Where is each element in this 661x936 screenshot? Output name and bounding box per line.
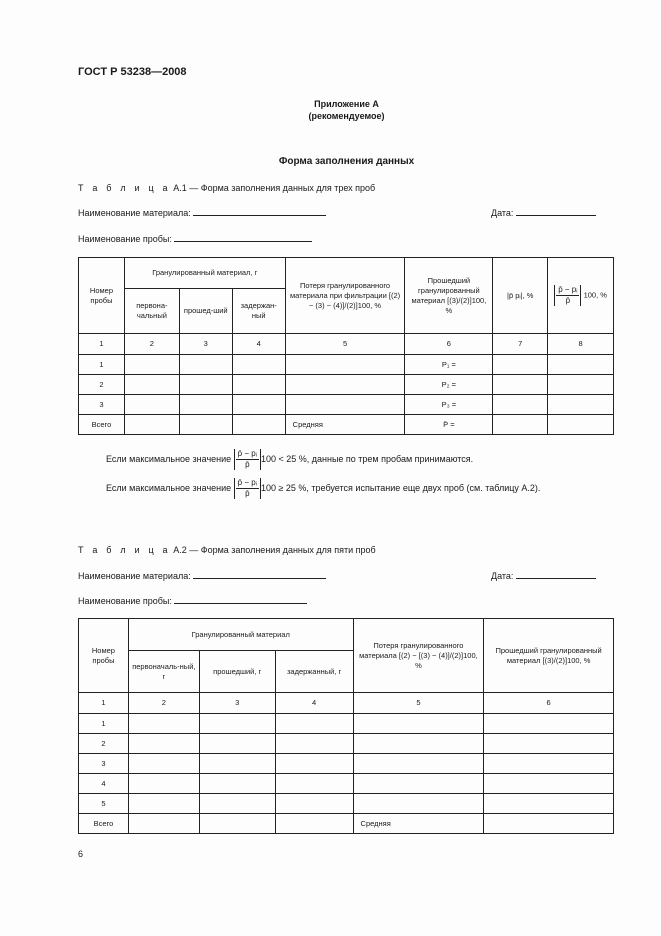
formula-fraction: $\frac{\text{p̄ − pᵢ}}{p̄}$	[234, 478, 261, 499]
cell[interactable]	[179, 355, 232, 375]
cell[interactable]	[353, 734, 484, 754]
col-number: 3	[179, 334, 232, 355]
p-value-label: P₃ =	[405, 395, 493, 415]
cell[interactable]	[493, 355, 548, 375]
col-number: 4	[275, 693, 353, 714]
sample-blank[interactable]	[174, 594, 307, 604]
material-blank[interactable]	[193, 206, 326, 216]
cell[interactable]	[124, 355, 179, 375]
retained-header: задержан-ный	[232, 289, 285, 334]
cell[interactable]	[232, 415, 285, 435]
note-line-1	[106, 449, 473, 470]
cell[interactable]	[484, 734, 614, 754]
cell[interactable]	[548, 415, 614, 435]
cell[interactable]	[275, 734, 353, 754]
cell[interactable]	[275, 754, 353, 774]
row-number: 1	[79, 714, 129, 734]
passed-pct-header: Прошедший гранулированный материал [(3)/(2)]100, %	[484, 619, 614, 693]
table-row	[79, 774, 614, 794]
table-row	[79, 395, 614, 415]
date-blank[interactable]	[516, 569, 596, 579]
passed-pct-header: Прошедший гранулированный материал [(3)/(2)]100, %	[405, 258, 493, 334]
initial-header: первона-чальный	[124, 289, 179, 334]
cell[interactable]	[484, 774, 614, 794]
table-row	[79, 714, 614, 734]
caption-word: Т а б л и ц а	[78, 545, 171, 555]
table-row	[79, 375, 614, 395]
row-number: 2	[79, 375, 125, 395]
caption-word: Т а б л и ц а	[78, 183, 171, 193]
sample-field-a1	[78, 232, 312, 244]
page-number: 6	[78, 849, 84, 859]
relative-deviation-header	[548, 258, 614, 334]
col-number: 2	[128, 693, 199, 714]
formula-fraction: $\frac{\text{p̄ − pᵢ}}{p̄}$	[234, 449, 261, 470]
row-number: 4	[79, 774, 129, 794]
cell[interactable]	[353, 714, 484, 734]
material-field-a2	[78, 569, 326, 581]
cell[interactable]	[353, 754, 484, 774]
caption-text: А.2 — Форма заполнения данных для пяти проб	[173, 545, 376, 555]
deviation-header: |p̄ pᵢ|, %	[493, 258, 548, 334]
table-row	[79, 794, 614, 814]
cell[interactable]	[199, 714, 275, 734]
total-row	[79, 814, 614, 834]
note-line-2	[106, 478, 540, 499]
table-row	[79, 754, 614, 774]
cell[interactable]	[232, 375, 285, 395]
section-title: Форма заполнения данных	[278, 156, 415, 167]
note-prefix: Если максимальное значение	[106, 453, 232, 464]
cell[interactable]	[124, 375, 179, 395]
table-a2-caption	[78, 545, 376, 555]
average-p-label: P̄ =	[405, 415, 493, 435]
col-number: 6	[405, 334, 493, 355]
table-a1-caption	[78, 183, 375, 193]
cell[interactable]	[199, 734, 275, 754]
cell[interactable]	[484, 754, 614, 774]
col-number: 1	[79, 693, 129, 714]
cell[interactable]	[124, 415, 179, 435]
p-value-label: P₁ =	[405, 355, 493, 375]
note-prefix: Если максимальное значение	[106, 482, 232, 493]
cell[interactable]	[128, 794, 199, 814]
cell[interactable]	[179, 415, 232, 435]
col-number: 2	[124, 334, 179, 355]
cell[interactable]	[128, 734, 199, 754]
note-suffix: 100 < 25 %, данные по трем пробам принимаются.	[260, 453, 474, 464]
total-label: Всего	[79, 415, 125, 435]
cell[interactable]	[275, 794, 353, 814]
row-number: 5	[79, 794, 129, 814]
cell[interactable]	[493, 375, 548, 395]
cell[interactable]	[285, 355, 405, 375]
appendix-heading	[0, 98, 661, 122]
cell[interactable]	[275, 714, 353, 734]
col-number: 3	[199, 693, 275, 714]
cell[interactable]	[484, 814, 614, 834]
sample-field-a2	[78, 594, 307, 606]
relative-deviation-fraction: $\frac{\text{p̄ − pᵢ}}{p̄}$	[554, 285, 581, 306]
header-row	[79, 258, 614, 289]
cell[interactable]	[199, 774, 275, 794]
relative-deviation-suffix: 100, %	[583, 290, 607, 300]
sample-no-header: Номер пробы	[79, 619, 129, 693]
date-label: Дата:	[491, 208, 514, 218]
cell[interactable]	[548, 395, 614, 415]
total-row	[79, 415, 614, 435]
initial-header: первоначаль-ный, г	[128, 651, 199, 693]
column-numbers-row	[79, 334, 614, 355]
cell[interactable]	[199, 754, 275, 774]
col-number: 7	[493, 334, 548, 355]
average-label: Средняя	[285, 415, 405, 435]
table-a1	[78, 257, 614, 435]
granulated-header: Гранулированный материал	[128, 619, 353, 651]
appendix-title: Приложение А	[314, 99, 379, 109]
passed-header: прошед-ший	[179, 289, 232, 334]
date-field-a1	[491, 206, 596, 218]
col-number: 8	[548, 334, 614, 355]
document-code: ГОСТ Р 53238—2008	[78, 66, 187, 78]
loss-header: Потеря гранулированного материала [(2) − [(3) − (4)]/(2)]100, %	[353, 619, 484, 693]
cell[interactable]	[179, 395, 232, 415]
cell[interactable]	[548, 375, 614, 395]
header-row	[79, 619, 614, 651]
granulated-header: Гранулированный материал, г	[124, 258, 285, 289]
material-blank[interactable]	[193, 569, 326, 579]
date-field-a2	[491, 569, 596, 581]
date-label: Дата:	[491, 571, 514, 581]
col-number: 6	[484, 693, 614, 714]
cell[interactable]	[128, 774, 199, 794]
col-number: 5	[353, 693, 484, 714]
cell[interactable]	[199, 794, 275, 814]
average-label: Средняя	[353, 814, 484, 834]
cell[interactable]	[275, 814, 353, 834]
table-row	[79, 355, 614, 375]
cell[interactable]	[484, 794, 614, 814]
p-value-label: P₂ =	[405, 375, 493, 395]
cell[interactable]	[484, 714, 614, 734]
material-label: Наименование материала:	[78, 571, 191, 581]
cell[interactable]	[128, 714, 199, 734]
retained-header: задержанный, г	[275, 651, 353, 693]
cell[interactable]	[353, 774, 484, 794]
row-number: 2	[79, 734, 129, 754]
row-number: 1	[79, 355, 125, 375]
note-suffix: 100 ≥ 25 %, требуется испытание еще двух проб (см. таблицу А.2).	[260, 482, 541, 493]
passed-header: прошедший, г	[199, 651, 275, 693]
sample-blank[interactable]	[174, 232, 312, 242]
cell[interactable]	[128, 814, 199, 834]
cell[interactable]	[285, 375, 405, 395]
date-blank[interactable]	[516, 206, 596, 216]
sample-label: Наименование пробы:	[78, 234, 172, 244]
sample-no-header: Номер пробы	[79, 258, 125, 334]
cell[interactable]	[275, 774, 353, 794]
cell[interactable]	[179, 375, 232, 395]
cell[interactable]	[232, 395, 285, 415]
cell[interactable]	[353, 794, 484, 814]
col-number: 1	[79, 334, 125, 355]
cell[interactable]	[124, 395, 179, 415]
sample-label: Наименование пробы:	[78, 596, 172, 606]
column-numbers-row	[79, 693, 614, 714]
cell[interactable]	[199, 814, 275, 834]
cell[interactable]	[285, 395, 405, 415]
appendix-subtitle: (рекомендуемое)	[308, 111, 385, 121]
caption-text: А.1 — Форма заполнения данных для трех проб	[173, 183, 376, 193]
cell[interactable]	[128, 754, 199, 774]
cell[interactable]	[493, 395, 548, 415]
cell[interactable]	[493, 415, 548, 435]
col-number: 4	[232, 334, 285, 355]
table-row	[79, 734, 614, 754]
col-number: 5	[285, 334, 405, 355]
table-a2	[78, 618, 614, 834]
total-label: Всего	[79, 814, 129, 834]
material-field-a1	[78, 206, 326, 218]
row-number: 3	[79, 754, 129, 774]
material-label: Наименование материала:	[78, 208, 191, 218]
row-number: 3	[79, 395, 125, 415]
cell[interactable]	[548, 355, 614, 375]
cell[interactable]	[232, 355, 285, 375]
loss-header: Потеря гранулированного материала при фильтрации [(2) − (3) − (4)]/(2)]100, %	[285, 258, 405, 334]
